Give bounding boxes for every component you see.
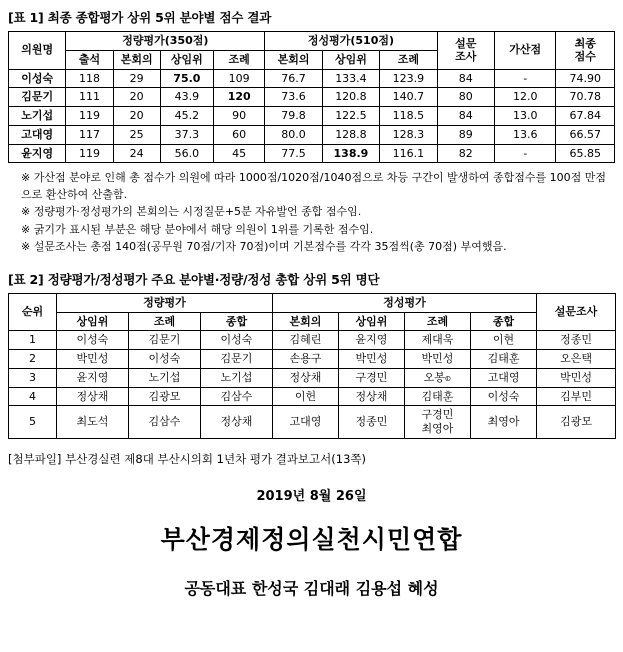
- cell-bonus: 12.0: [494, 88, 556, 107]
- note-item: ※ 굵기가 표시된 부분은 해당 분야에서 해당 의원이 1위를 기록한 점수임.: [21, 222, 374, 236]
- cell-quant-standing: 박민성: [57, 350, 129, 369]
- table-header-row: [9, 293, 616, 312]
- cell-quant-attend: 119: [66, 107, 113, 126]
- cell-qual-ordinance: 118.5: [380, 107, 437, 126]
- table-row: [9, 125, 615, 144]
- subheader-quant-standing: 상임위: [57, 312, 129, 331]
- cell-quant-ordinance: 이성숙: [129, 350, 201, 369]
- subheader-qual-total: 종합: [471, 312, 537, 331]
- table-subheader-row: [9, 312, 616, 331]
- cell-final: 74.90: [556, 69, 615, 88]
- cell-qual-plenary: 고대영: [273, 406, 339, 439]
- cell-qual-ordinance: 구경민 최영아: [405, 406, 471, 439]
- cell-quant-attend: 111: [66, 88, 113, 107]
- header-survey: 설문조사: [537, 293, 616, 331]
- header-final: 최종 점수: [556, 32, 615, 70]
- cell-qual-ordinance: 116.1: [380, 144, 437, 163]
- cell-bonus: 13.0: [494, 107, 556, 126]
- cell-quant-plenary: 20: [113, 107, 160, 126]
- table-top5-by-field: [8, 293, 616, 439]
- cell-quant-standing: 43.9: [160, 88, 213, 107]
- cell-quant-plenary: 29: [113, 69, 160, 88]
- header-bonus: 가산점: [494, 32, 556, 70]
- cell-member: 노기섭: [9, 107, 66, 126]
- note-item: ※ 정량평가·정성평가의 본회의는 시정질문+5분 자유발언 종합 점수임.: [21, 205, 362, 219]
- cell-qual-total: 김태훈: [471, 350, 537, 369]
- subheader-qual-standing: 상임위: [322, 50, 379, 69]
- cell-quant-ordinance: 109: [214, 69, 265, 88]
- subheader-quant-standing: 상임위: [160, 50, 213, 69]
- header-quant-group: 정량평가(350점): [66, 32, 265, 51]
- cell-survey: 오은택: [537, 350, 616, 369]
- subheader-qual-ordinance: 조례: [380, 50, 437, 69]
- subheader-quant-plenary: 본회의: [113, 50, 160, 69]
- cell-bonus: -: [494, 144, 556, 163]
- cell-member: 윤지영: [9, 144, 66, 163]
- cell-survey: 84: [437, 107, 494, 126]
- cell-rank: 1: [9, 331, 57, 350]
- cell-quant-standing: 75.0: [160, 69, 213, 88]
- header-member: 의원명: [9, 32, 66, 70]
- subheader-qual-plenary: 본회의: [265, 50, 322, 69]
- cell-quant-ordinance: 90: [214, 107, 265, 126]
- cell-rank: 2: [9, 350, 57, 369]
- cell-rank: 4: [9, 387, 57, 406]
- cell-qual-standing: 윤지영: [339, 331, 405, 350]
- table-row: [9, 88, 615, 107]
- subheader-quant-total: 종합: [201, 312, 273, 331]
- cell-quant-ordinance: 김삼수: [129, 406, 201, 439]
- cell-final: 70.78: [556, 88, 615, 107]
- note-item: ※ 가산점 분야로 인해 총 점수가 의원에 따라 1000점/1020점/1040점으로 차등 구간이 발생하여 종합점수를 100점 만점으로 환산하여 산출함.: [21, 171, 606, 201]
- cell-qual-standing: 120.8: [322, 88, 379, 107]
- cell-quant-attend: 117: [66, 125, 113, 144]
- cell-rank: 5: [9, 406, 57, 439]
- header-qual-group: 정성평가: [273, 293, 537, 312]
- cell-qual-plenary: 73.6: [265, 88, 322, 107]
- header-survey: 설문 조사: [437, 32, 494, 70]
- cell-qual-standing: 정종민: [339, 406, 405, 439]
- table-row: [9, 350, 616, 369]
- cell-qual-ordinance: 오봉စ: [405, 368, 471, 387]
- table2-title: [표 2] 정량평가/정성평가 주요 분야별·정량/정성 총합 상위 5위 명단: [8, 271, 380, 287]
- cell-qual-plenary: 76.7: [265, 69, 322, 88]
- header-rank: 순위: [9, 293, 57, 331]
- subheader-qual-ordinance: 조례: [405, 312, 471, 331]
- cell-survey: 84: [437, 69, 494, 88]
- cell-quant-standing: 45.2: [160, 107, 213, 126]
- cell-qual-ordinance: 128.3: [380, 125, 437, 144]
- cell-qual-plenary: 김혜린: [273, 331, 339, 350]
- cell-survey: 정종민: [537, 331, 616, 350]
- cell-quant-total: 노기섭: [201, 368, 273, 387]
- cell-quant-standing: 이성숙: [57, 331, 129, 350]
- footer-date: 2019년 8월 26일: [256, 488, 367, 504]
- cell-qual-ordinance: 박민성: [405, 350, 471, 369]
- table-row: [9, 144, 615, 163]
- cell-member: 김문기: [9, 88, 66, 107]
- cell-qual-plenary: 77.5: [265, 144, 322, 163]
- cell-qual-ordinance: 140.7: [380, 88, 437, 107]
- cell-qual-plenary: 80.0: [265, 125, 322, 144]
- cell-qual-standing: 133.4: [322, 69, 379, 88]
- cell-qual-standing: 138.9: [322, 144, 379, 163]
- note-item: ※ 설문조사는 총점 140점(공무원 70점/기자 70점)이며 기본점수를 각각 35점씩(총 70점) 부여했음.: [21, 240, 507, 254]
- table-row: [9, 387, 616, 406]
- cell-quant-ordinance: 김광모: [129, 387, 201, 406]
- cell-quant-total: 김문기: [201, 350, 273, 369]
- document-page: [0, 8, 623, 652]
- cell-qual-standing: 박민성: [339, 350, 405, 369]
- cell-qual-plenary: 정상채: [273, 368, 339, 387]
- cell-qual-plenary: 79.8: [265, 107, 322, 126]
- footer-organization: 부산경제정의실천시민연합: [160, 524, 463, 554]
- cell-member: 고대영: [9, 125, 66, 144]
- cell-final: 65.85: [556, 144, 615, 163]
- cell-final: 67.84: [556, 107, 615, 126]
- cell-quant-ordinance: 120: [214, 88, 265, 107]
- cell-survey: 89: [437, 125, 494, 144]
- table-row: [9, 69, 615, 88]
- table-row: [9, 368, 616, 387]
- cell-qual-standing: 122.5: [322, 107, 379, 126]
- cell-final: 66.57: [556, 125, 615, 144]
- cell-qual-ordinance: 제대욱: [405, 331, 471, 350]
- cell-qual-ordinance: 김태훈: [405, 387, 471, 406]
- cell-quant-standing: 56.0: [160, 144, 213, 163]
- table-header-row: [9, 32, 615, 51]
- cell-member: 이성숙: [9, 69, 66, 88]
- cell-quant-attend: 119: [66, 144, 113, 163]
- cell-survey: 김부민: [537, 387, 616, 406]
- cell-qual-total: 고대영: [471, 368, 537, 387]
- table-final-evaluation: [8, 31, 615, 163]
- cell-qual-standing: 구경민: [339, 368, 405, 387]
- subheader-qual-plenary: 본회의: [273, 312, 339, 331]
- subheader-quant-attend: 출석: [66, 50, 113, 69]
- cell-qual-standing: 128.8: [322, 125, 379, 144]
- cell-survey: 박민성: [537, 368, 616, 387]
- header-qual-group: 정성평가(510점): [265, 32, 437, 51]
- cell-qual-total: 이현: [471, 331, 537, 350]
- cell-quant-plenary: 24: [113, 144, 160, 163]
- subheader-quant-ordinance: 조례: [129, 312, 201, 331]
- cell-qual-plenary: 손용구: [273, 350, 339, 369]
- cell-quant-standing: 37.3: [160, 125, 213, 144]
- cell-survey: 김광모: [537, 406, 616, 439]
- header-quant-group: 정량평가: [57, 293, 273, 312]
- table-row: [9, 406, 616, 439]
- cell-qual-total: 이성숙: [471, 387, 537, 406]
- cell-rank: 3: [9, 368, 57, 387]
- table-row: [9, 107, 615, 126]
- cell-quant-ordinance: 김문기: [129, 331, 201, 350]
- footer-block: [0, 485, 623, 599]
- table1-title: [표 1] 최종 종합평가 상위 5위 분야별 점수 결과: [8, 10, 272, 25]
- cell-quant-standing: 최도석: [57, 406, 129, 439]
- cell-quant-total: 김삼수: [201, 387, 273, 406]
- cell-quant-ordinance: 노기섭: [129, 368, 201, 387]
- cell-qual-plenary: 이헌: [273, 387, 339, 406]
- cell-quant-plenary: 20: [113, 88, 160, 107]
- cell-quant-attend: 118: [66, 69, 113, 88]
- cell-quant-total: 정상채: [201, 406, 273, 439]
- cell-quant-standing: 윤지영: [57, 368, 129, 387]
- attachment-line: [첨부파일] 부산경실련 제8대 부산시의회 1년차 평가 결과보고서(13쪽): [8, 451, 366, 466]
- subheader-qual-standing: 상임위: [339, 312, 405, 331]
- cell-bonus: -: [494, 69, 556, 88]
- cell-quant-plenary: 25: [113, 125, 160, 144]
- cell-quant-standing: 정상채: [57, 387, 129, 406]
- table-row: [9, 331, 616, 350]
- cell-qual-total: 최영아: [471, 406, 537, 439]
- cell-qual-ordinance: 123.9: [380, 69, 437, 88]
- cell-survey: 80: [437, 88, 494, 107]
- cell-quant-total: 이성숙: [201, 331, 273, 350]
- footer-representatives: 공동대표 한성국 김대래 김용섭 혜성: [184, 578, 439, 598]
- cell-qual-standing: 정상채: [339, 387, 405, 406]
- cell-survey: 82: [437, 144, 494, 163]
- cell-bonus: 13.6: [494, 125, 556, 144]
- subheader-quant-ordinance: 조례: [214, 50, 265, 69]
- cell-quant-ordinance: 60: [214, 125, 265, 144]
- table1-notes: [8, 170, 615, 256]
- cell-quant-ordinance: 45: [214, 144, 265, 163]
